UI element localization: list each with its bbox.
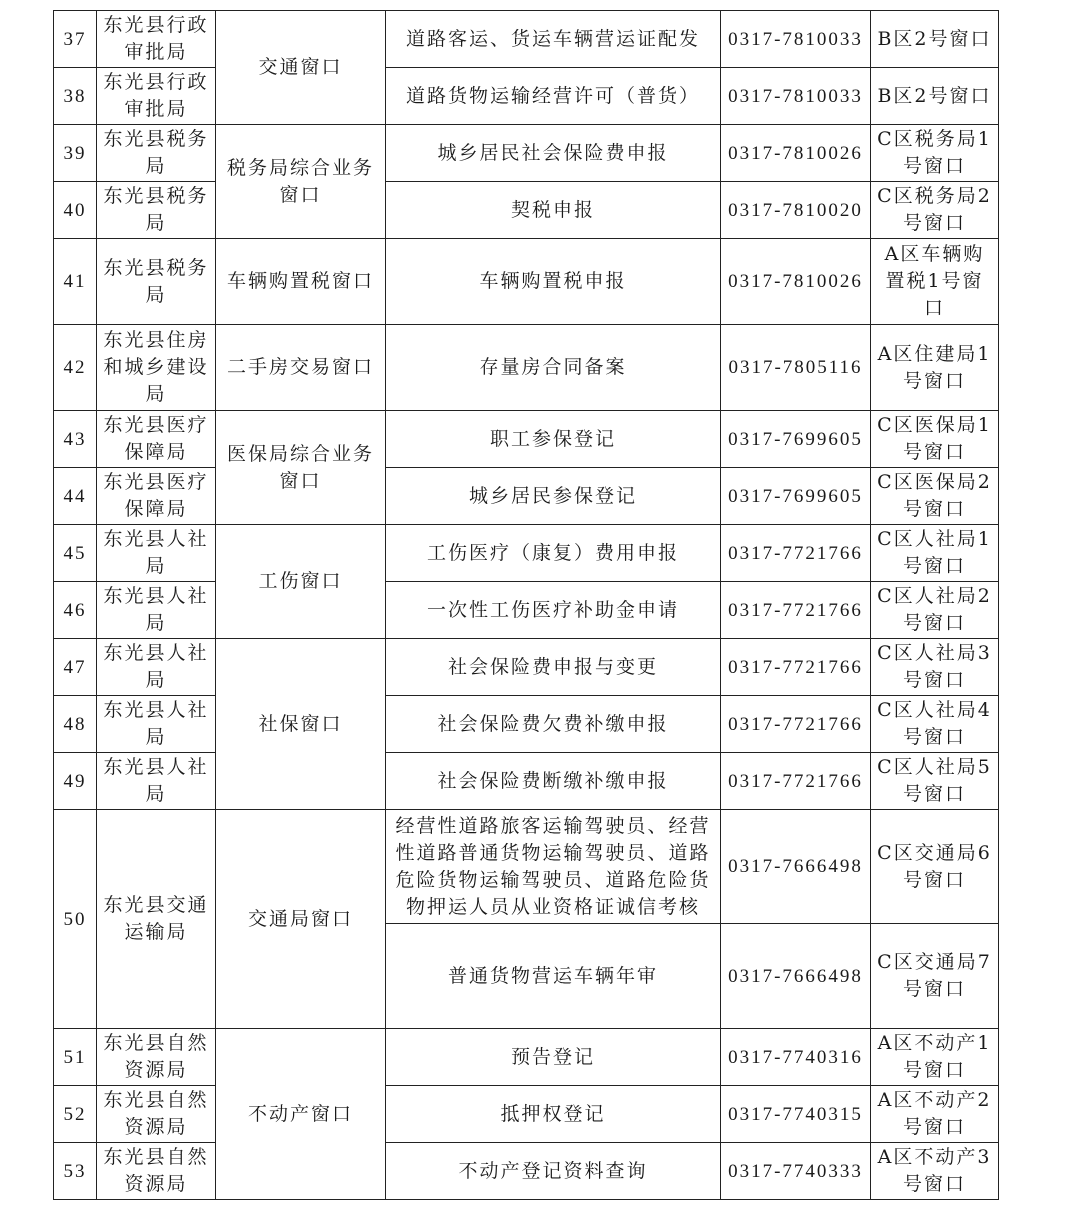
- location-cell: B区2号窗口: [871, 11, 999, 68]
- department-cell: 东光县人社局: [97, 753, 216, 810]
- service-item-cell: 预告登记: [386, 1029, 721, 1086]
- phone-cell: 0317-7721766: [721, 639, 871, 696]
- service-item-cell: 不动产登记资料查询: [386, 1143, 721, 1200]
- location-cell: A区不动产3号窗口: [871, 1143, 999, 1200]
- service-item-cell: 社会保险费欠费补缴申报: [386, 696, 721, 753]
- department-cell: 东光县自然资源局: [97, 1086, 216, 1143]
- department-cell: 东光县税务局: [97, 182, 216, 239]
- table-row: [54, 11, 999, 68]
- window-cell: 二手房交易窗口: [216, 325, 386, 411]
- row-number: 50: [54, 810, 97, 1029]
- row-number: 47: [54, 639, 97, 696]
- row-number: 51: [54, 1029, 97, 1086]
- row-number: 46: [54, 582, 97, 639]
- window-cell: 交通窗口: [216, 11, 386, 125]
- window-cell: 工伤窗口: [216, 525, 386, 639]
- table-row: [54, 753, 999, 810]
- location-cell: C区人社局5号窗口: [871, 753, 999, 810]
- location-cell: C区人社局1号窗口: [871, 525, 999, 582]
- department-cell: 东光县自然资源局: [97, 1029, 216, 1086]
- phone-cell: 0317-7721766: [721, 753, 871, 810]
- phone-cell: 0317-7721766: [721, 696, 871, 753]
- phone-cell: 0317-7740315: [721, 1086, 871, 1143]
- department-cell: 东光县税务局: [97, 239, 216, 325]
- location-cell: C区交通局7号窗口: [871, 924, 999, 1029]
- department-cell: 东光县行政审批局: [97, 68, 216, 125]
- department-cell: 东光县医疗保障局: [97, 411, 216, 468]
- service-item-cell: 社会保险费断缴补缴申报: [386, 753, 721, 810]
- row-number: 44: [54, 468, 97, 525]
- phone-cell: 0317-7740316: [721, 1029, 871, 1086]
- department-cell: 东光县交通运输局: [97, 810, 216, 1029]
- service-item-cell: 一次性工伤医疗补助金申请: [386, 582, 721, 639]
- phone-cell: 0317-7805116: [721, 325, 871, 411]
- table-row: [54, 125, 999, 182]
- table-row: [54, 810, 999, 924]
- window-cell: 税务局综合业务窗口: [216, 125, 386, 239]
- phone-cell: 0317-7699605: [721, 468, 871, 525]
- service-item-cell: 车辆购置税申报: [386, 239, 721, 325]
- phone-cell: 0317-7810026: [721, 239, 871, 325]
- department-cell: 东光县自然资源局: [97, 1143, 216, 1200]
- location-cell: C区人社局2号窗口: [871, 582, 999, 639]
- phone-cell: 0317-7810033: [721, 11, 871, 68]
- location-cell: C区人社局4号窗口: [871, 696, 999, 753]
- table-row: [54, 182, 999, 239]
- service-item-cell: 存量房合同备案: [386, 325, 721, 411]
- service-item-cell: 契税申报: [386, 182, 721, 239]
- window-cell: 交通局窗口: [216, 810, 386, 1029]
- phone-cell: 0317-7810033: [721, 68, 871, 125]
- service-item-cell: 经营性道路旅客运输驾驶员、经营性道路普通货物运输驾驶员、道路危险货物运输驾驶员、道路危险货物押运人员从业资格证诚信考核: [386, 810, 721, 924]
- phone-cell: 0317-7810020: [721, 182, 871, 239]
- table-row: [54, 239, 999, 325]
- service-item-cell: 城乡居民社会保险费申报: [386, 125, 721, 182]
- row-number: 43: [54, 411, 97, 468]
- service-item-cell: 城乡居民参保登记: [386, 468, 721, 525]
- department-cell: 东光县税务局: [97, 125, 216, 182]
- row-number: 39: [54, 125, 97, 182]
- location-cell: C区医保局1号窗口: [871, 411, 999, 468]
- row-number: 41: [54, 239, 97, 325]
- row-number: 48: [54, 696, 97, 753]
- phone-cell: 0317-7721766: [721, 525, 871, 582]
- window-cell: 社保窗口: [216, 639, 386, 810]
- location-cell: C区医保局2号窗口: [871, 468, 999, 525]
- phone-cell: 0317-7699605: [721, 411, 871, 468]
- location-cell: A区住建局1号窗口: [871, 325, 999, 411]
- window-cell: 不动产窗口: [216, 1029, 386, 1200]
- service-item-cell: 道路货物运输经营许可（普货）: [386, 68, 721, 125]
- phone-cell: 0317-7721766: [721, 582, 871, 639]
- service-item-cell: 工伤医疗（康复）费用申报: [386, 525, 721, 582]
- table-row: [54, 468, 999, 525]
- department-cell: 东光县人社局: [97, 696, 216, 753]
- service-item-cell: 抵押权登记: [386, 1086, 721, 1143]
- table-row: [54, 411, 999, 468]
- row-number: 45: [54, 525, 97, 582]
- table-row: [54, 1029, 999, 1086]
- phone-cell: 0317-7740333: [721, 1143, 871, 1200]
- location-cell: C区人社局3号窗口: [871, 639, 999, 696]
- phone-cell: 0317-7666498: [721, 810, 871, 924]
- row-number: 38: [54, 68, 97, 125]
- table-row: [54, 325, 999, 411]
- department-cell: 东光县医疗保障局: [97, 468, 216, 525]
- location-cell: C区税务局1号窗口: [871, 125, 999, 182]
- service-window-table: [53, 10, 999, 1200]
- row-number: 53: [54, 1143, 97, 1200]
- service-item-cell: 道路客运、货运车辆营运证配发: [386, 11, 721, 68]
- department-cell: 东光县行政审批局: [97, 11, 216, 68]
- department-cell: 东光县人社局: [97, 582, 216, 639]
- phone-cell: 0317-7666498: [721, 924, 871, 1029]
- department-cell: 东光县人社局: [97, 525, 216, 582]
- department-cell: 东光县人社局: [97, 639, 216, 696]
- service-item-cell: 职工参保登记: [386, 411, 721, 468]
- row-number: 37: [54, 11, 97, 68]
- table-row: [54, 525, 999, 582]
- location-cell: C区交通局6号窗口: [871, 810, 999, 924]
- location-cell: B区2号窗口: [871, 68, 999, 125]
- table-row: [54, 582, 999, 639]
- table-row: [54, 1086, 999, 1143]
- service-item-cell: 社会保险费申报与变更: [386, 639, 721, 696]
- department-cell: 东光县住房和城乡建设局: [97, 325, 216, 411]
- location-cell: A区不动产2号窗口: [871, 1086, 999, 1143]
- table-row: [54, 1143, 999, 1200]
- service-item-cell: 普通货物营运车辆年审: [386, 924, 721, 1029]
- table-row: [54, 639, 999, 696]
- window-cell: 医保局综合业务窗口: [216, 411, 386, 525]
- table-row: [54, 68, 999, 125]
- phone-cell: 0317-7810026: [721, 125, 871, 182]
- location-cell: A区不动产1号窗口: [871, 1029, 999, 1086]
- row-number: 40: [54, 182, 97, 239]
- table-row: [54, 696, 999, 753]
- row-number: 49: [54, 753, 97, 810]
- window-cell: 车辆购置税窗口: [216, 239, 386, 325]
- location-cell: C区税务局2号窗口: [871, 182, 999, 239]
- location-cell: A区车辆购置税1号窗口: [871, 239, 999, 325]
- row-number: 52: [54, 1086, 97, 1143]
- row-number: 42: [54, 325, 97, 411]
